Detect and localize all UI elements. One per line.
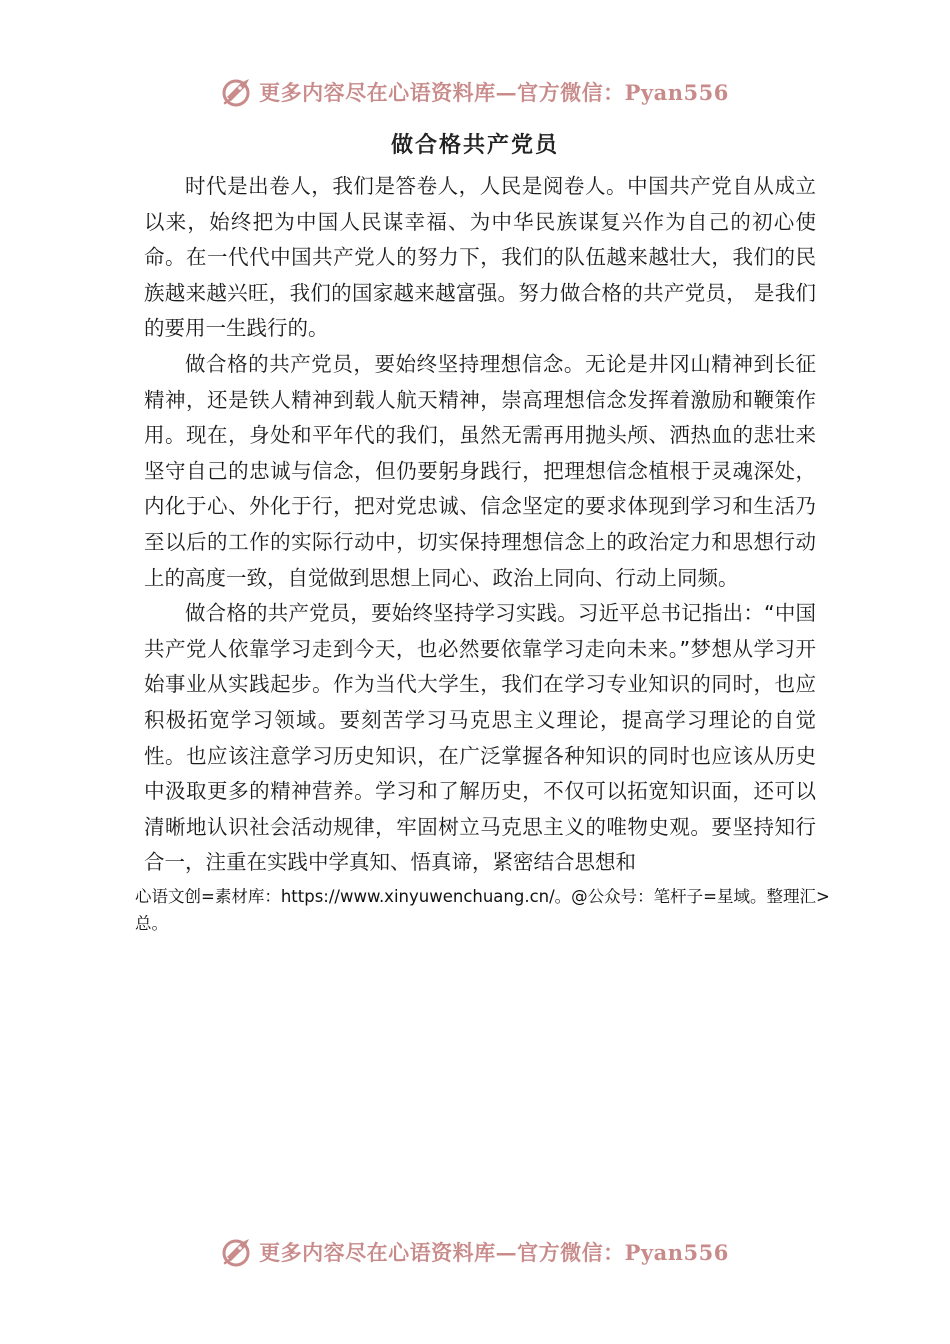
- pen-nib-logo-icon: [221, 75, 255, 109]
- document-body: [144, 169, 816, 881]
- paragraph: 做合格的共产党员，要始终坚持学习实践。习近平总书记指出：“中国共产党人依靠学习走到今天，也必然要依靠学习走向未来。”梦想从学习开始事业从实践起步。作为当代大学生，我们在学习专业知识的同时，也应积极拓宽学习领域。要刻苦学习马克思主义理论，提高学习理论的自觉性。也应该注意学习历史知识，在广泛掌握各种知识的同时也应该从历史中汲取更多的精神营养。学习和了解历史，不仅可以拓宽知识面，还可以清晰地认识社会活动规律，牢固树立马克思主义的唯物史观。要坚持知行合一，注重在实践中学真知、悟真谛，紧密结合思想和: [144, 601, 816, 875]
- paragraph: 做合格的共产党员，要始终坚持理想信念。无论是井冈山精神到长征精神，还是铁人精神到载人航天精神，崇高理想信念发挥着激励和鞭策作用。现在，身处和平年代的我们，虽然无需再用抛头颅、洒热血的悲壮来坚守自己的忠诚与信念，但仍要躬身践行，把理想信念植根于灵魂深处，内化于心、外化于行，把对党忠诚、信念坚定的要求体现到学习和生活乃至以后的工作的实际行动中，切实保持理想信念上的政治定力和思想行动上的高度一致，自觉做到思想上同心、政治上同向、行动上同频。: [144, 351, 816, 590]
- pen-nib-logo-icon: [221, 1235, 255, 1269]
- paragraph: 时代是出卷人，我们是答卷人，人民是阅卷人。中国共产党自从成立以来，始终把为中国人民谋幸福、为中华民族谋复兴作为自己的初心使命。在一代代中国共产党人的努力下，我们的队伍越来越壮大，我们的民族越来越兴旺，我们的国家越来越富强。努力做合格的共产党员， 是我们的要用一生践行的。: [144, 174, 816, 341]
- header-banner: [0, 72, 950, 112]
- footer-banner: [0, 1232, 950, 1272]
- header-banner-text: 更多内容尽在心语资料库—官方微信：Pyan556: [259, 80, 729, 105]
- document-title: 做合格共产党员: [390, 132, 559, 158]
- footer-banner-text: 更多内容尽在心语资料库—官方微信：Pyan556: [259, 1240, 729, 1265]
- source-note: 心语文创=素材库：https://www.xinyuwenchuang.cn/。@公众号：笔杆子=星域。整理汇>总。: [135, 887, 830, 933]
